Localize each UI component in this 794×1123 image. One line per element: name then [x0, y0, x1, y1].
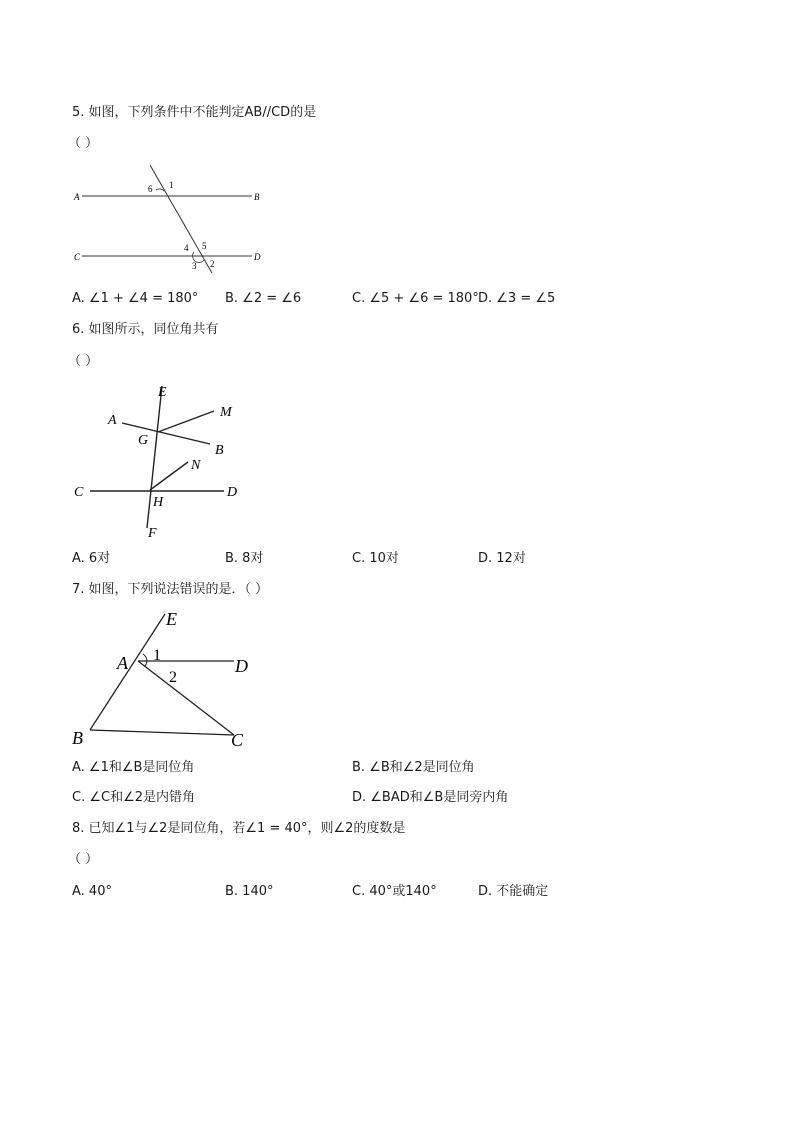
q7-option-b[interactable]: B. ∠B和∠2是同位角	[352, 760, 475, 775]
q7-option-d[interactable]: D. ∠BAD和∠B是同旁内角	[352, 790, 509, 805]
q6-stem: 6. 如图所示，同位角共有	[72, 322, 219, 337]
q6-figure	[72, 378, 252, 543]
label-H: H	[153, 495, 164, 510]
q5-answer-paren: （ ）	[68, 136, 99, 151]
q5-option-b[interactable]: B. ∠2 = ∠6	[225, 291, 302, 306]
q8-stem: 8. 已知∠1与∠2是同位角，若∠1 = 40°，则∠2的度数是	[72, 821, 406, 836]
label-2: 2	[169, 669, 177, 686]
label-E: E	[158, 385, 167, 400]
q7-stem: 7. 如图，下列说法错误的是．（ ）	[72, 582, 269, 597]
angle-arc-2	[145, 661, 147, 666]
q7-option-c[interactable]: C. ∠C和∠2是内错角	[72, 790, 195, 805]
q6-option-b[interactable]: B. 8对	[225, 551, 264, 566]
label-D: D	[227, 485, 238, 500]
label-B: B	[215, 443, 224, 458]
line-hn	[150, 462, 188, 490]
label-D: D	[254, 252, 261, 262]
q8-answer-paren: （ ）	[68, 852, 99, 867]
label-G: G	[138, 433, 149, 448]
label-B: B	[254, 192, 260, 202]
label-2: 2	[210, 259, 215, 269]
label-6: 6	[148, 184, 153, 194]
q6-option-d[interactable]: D. 12对	[478, 551, 526, 566]
label-F: F	[148, 526, 157, 541]
line-gm	[158, 411, 214, 432]
label-E: E	[166, 609, 177, 629]
q6-option-a[interactable]: A. 6对	[72, 551, 111, 566]
label-A: A	[74, 192, 80, 202]
label-4: 4	[184, 243, 189, 253]
q5-option-c[interactable]: C. ∠5 + ∠6 = 180°	[352, 291, 479, 306]
q8-option-d[interactable]: D. 不能确定	[478, 884, 549, 899]
q8-option-a[interactable]: A. 40°	[72, 884, 112, 899]
angle-arc-1	[143, 654, 147, 661]
q5-option-a[interactable]: A. ∠1 + ∠4 = 180°	[72, 291, 199, 306]
q7-option-a[interactable]: A. ∠1和∠B是同位角	[72, 760, 195, 775]
transversal	[150, 165, 212, 273]
q8-option-c[interactable]: C. 40°或140°	[352, 884, 437, 899]
label-N: N	[191, 458, 201, 473]
q6-option-c[interactable]: C. 10对	[352, 551, 399, 566]
line-ab	[122, 423, 210, 444]
label-1: 1	[153, 647, 161, 664]
angle-arc-top	[156, 189, 164, 191]
q8-option-b[interactable]: B. 140°	[225, 884, 274, 899]
q7-figure	[70, 608, 260, 753]
q6-answer-paren: （ ）	[68, 354, 99, 369]
label-C: C	[231, 730, 244, 750]
q5-stem: 5. 如图，下列条件中不能判定AB//CD的是	[72, 105, 317, 120]
label-1: 1	[169, 180, 174, 190]
q5-option-d[interactable]: D. ∠3 = ∠5	[478, 291, 556, 306]
label-B: B	[72, 728, 83, 748]
label-D: D	[235, 656, 248, 676]
line-bc	[90, 730, 234, 735]
label-5: 5	[202, 241, 207, 251]
label-A: A	[108, 413, 117, 428]
q5-figure	[68, 160, 268, 275]
label-C: C	[74, 252, 81, 262]
label-3: 3	[192, 261, 197, 271]
label-C: C	[74, 485, 84, 500]
label-A: A	[117, 653, 128, 673]
label-M: M	[220, 405, 232, 420]
line-ac	[138, 661, 234, 735]
